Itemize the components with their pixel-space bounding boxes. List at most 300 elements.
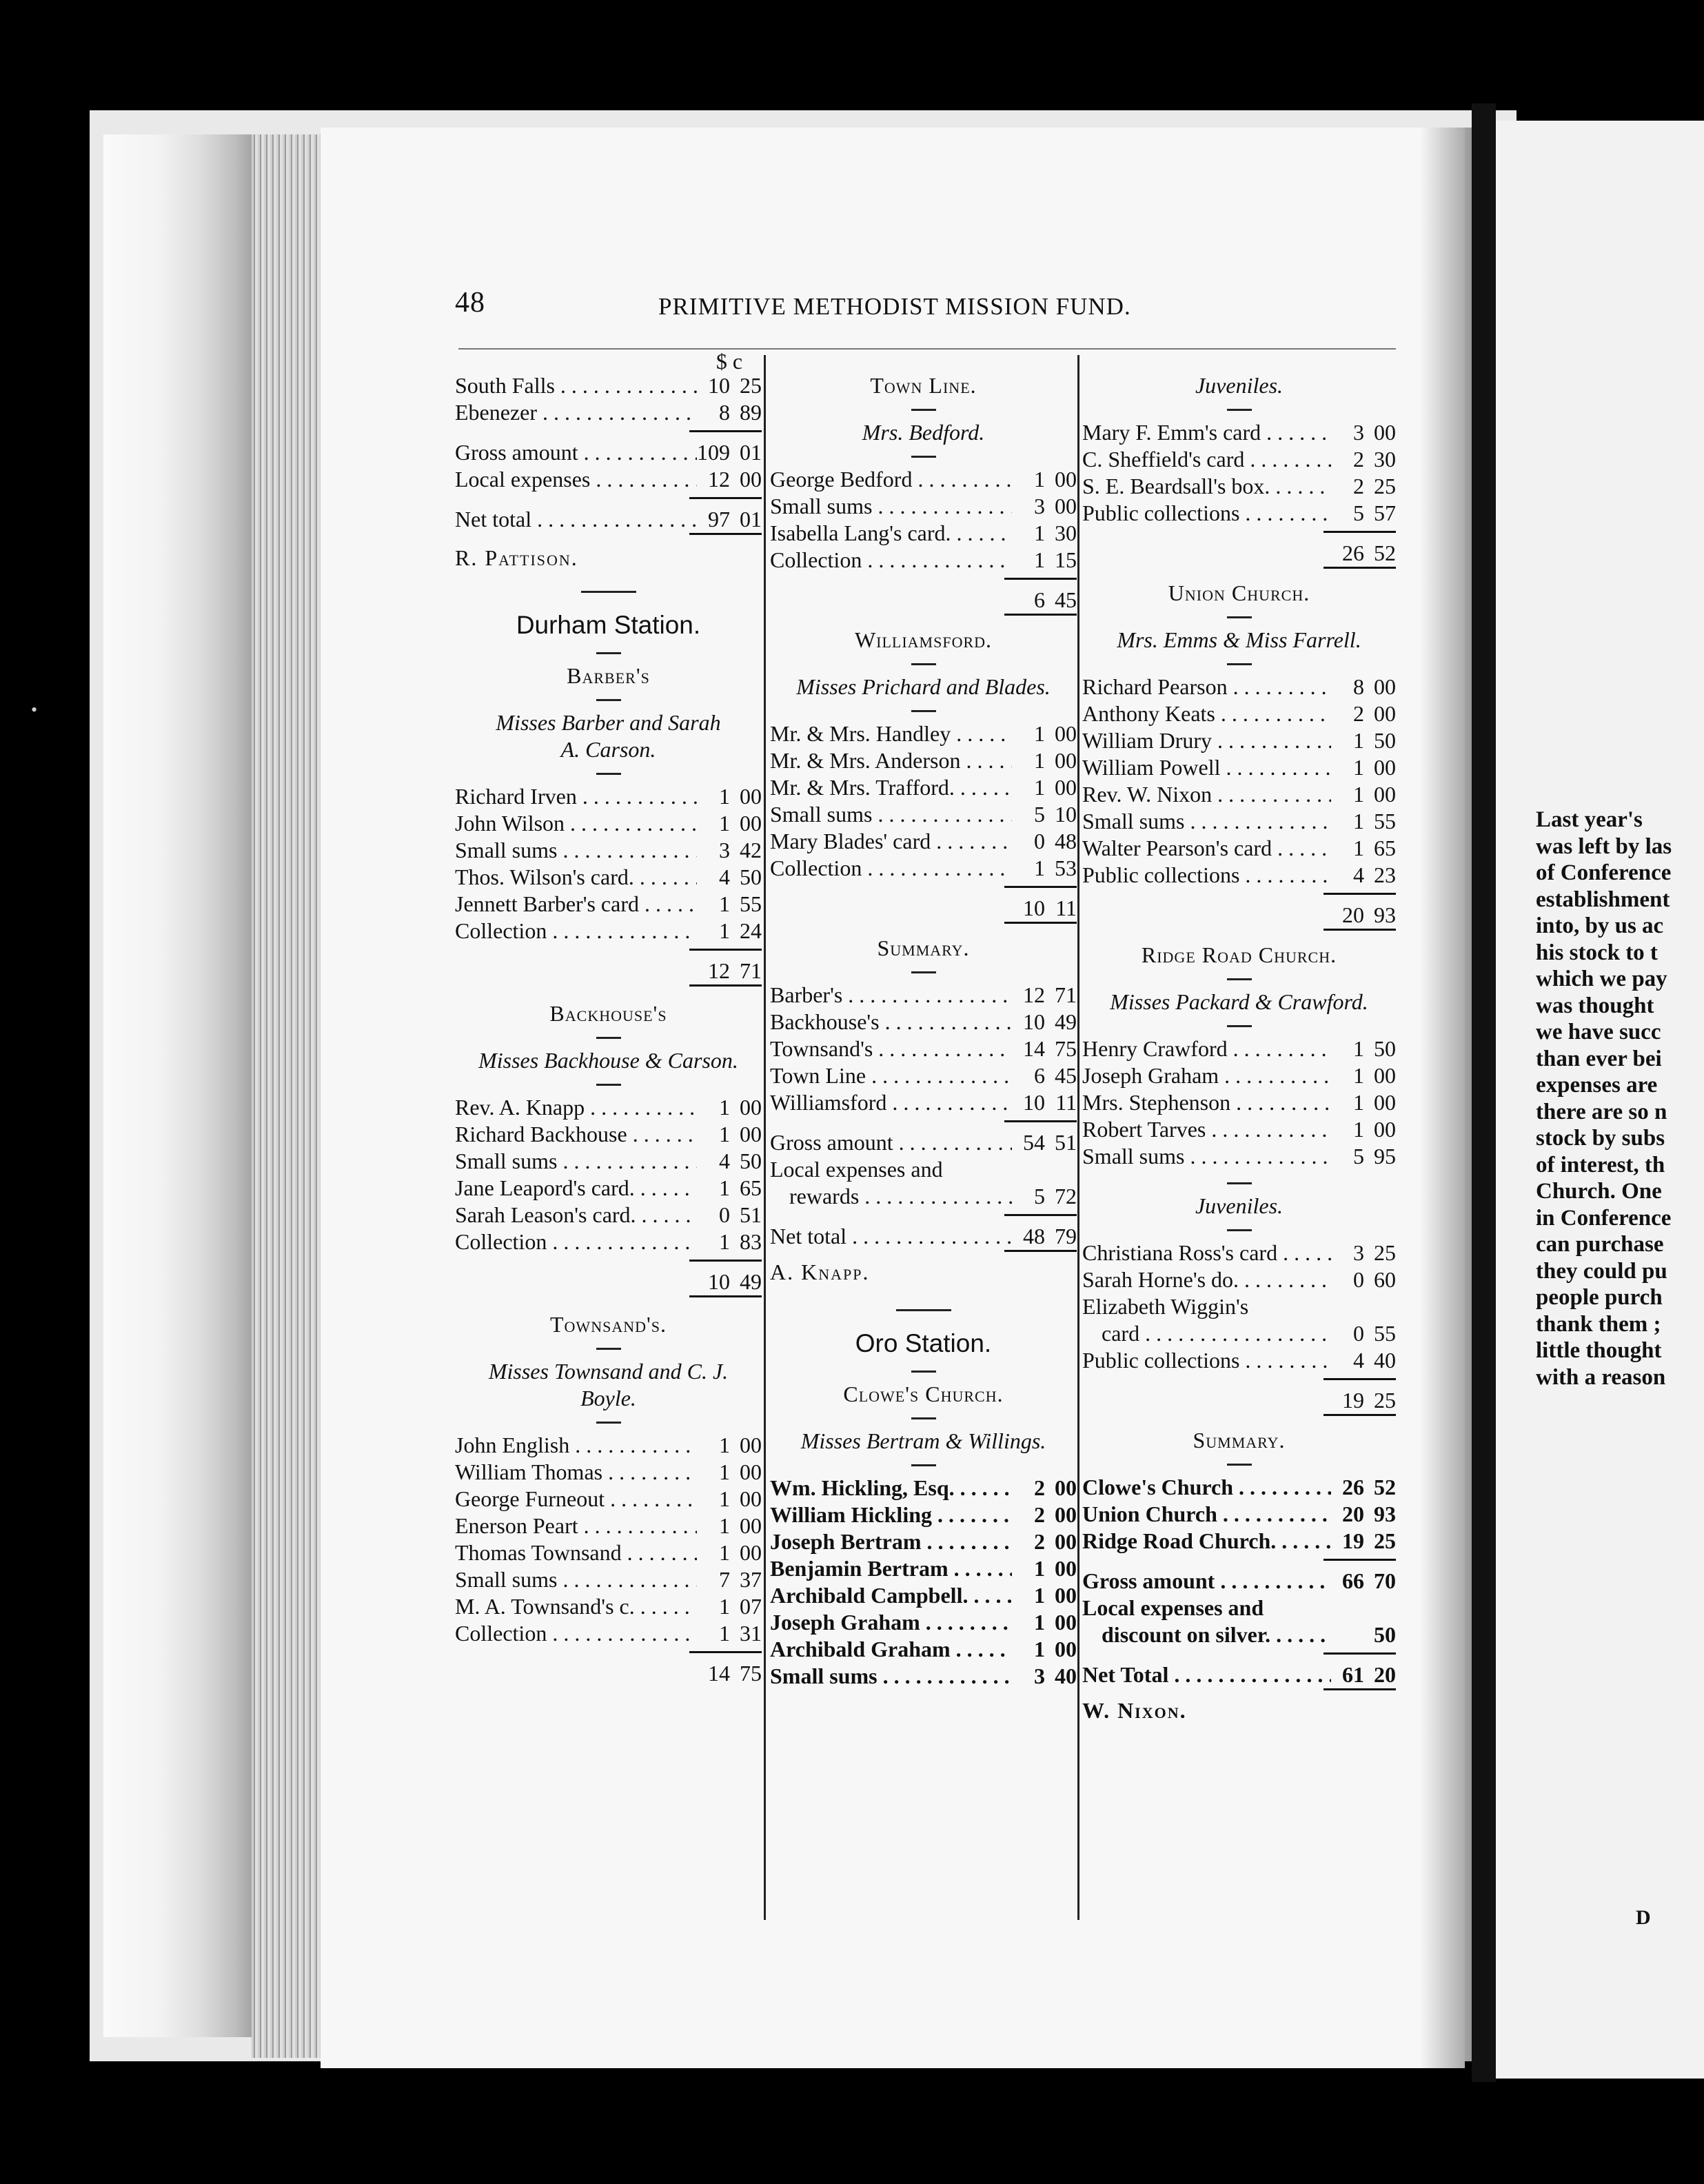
collectors-line: Misses Townsand and C. J. [488, 1359, 729, 1384]
cents-value: 00 [1374, 701, 1396, 726]
dash-divider [911, 409, 936, 411]
entry-label: Collection . . . [455, 918, 697, 944]
ledger-row [770, 982, 1077, 1009]
page-leaves [252, 134, 321, 2058]
dollars-value: 1 [1034, 1583, 1045, 1608]
dollars-value: 61 [1342, 1662, 1364, 1687]
entry-label: Mr. & Mrs. Anderson . . . [770, 747, 1012, 774]
dollars-value: 1 [719, 1229, 730, 1254]
ledger-row [1082, 1266, 1396, 1293]
dollars-value: 2 [1034, 1475, 1045, 1500]
dollars-value: 8 [1353, 674, 1364, 699]
cents-value: 75 [1055, 1036, 1077, 1061]
dash-divider [1227, 1182, 1252, 1184]
ledger-row [770, 493, 1077, 520]
ledger-row [455, 1228, 762, 1255]
ledger-group [455, 1432, 762, 1647]
cents-value: 00 [1055, 1637, 1077, 1661]
entry-label: Public collections . . . [1082, 862, 1331, 889]
ledger-group [770, 466, 1077, 574]
header-rule [458, 348, 1396, 350]
dollars-value: 1 [1353, 1036, 1364, 1061]
entry-label: Local expenses . . . [455, 466, 697, 493]
entry-label: Rev. A. Knapp . . . [455, 1094, 697, 1121]
ledger-row [1082, 727, 1396, 754]
ledger-row [770, 774, 1077, 801]
dollars-value: 1 [719, 1122, 730, 1146]
running-head: PRIMITIVE METHODIST MISSION FUND. [658, 293, 1131, 320]
dash-divider [911, 456, 936, 458]
scan-speck: • [31, 700, 38, 720]
dollars-value: 20 [1342, 1502, 1364, 1526]
ledger-row [1082, 1143, 1396, 1170]
ledger-row [770, 1636, 1077, 1663]
entry-label: William Powell . . . [1082, 754, 1331, 781]
sum-rule [1323, 1559, 1396, 1568]
ledger-row [1082, 1528, 1396, 1555]
ledger-row [455, 783, 762, 810]
cents-value: 51 [740, 1202, 762, 1227]
entry-label: Enerson Peart . . . [455, 1513, 697, 1539]
entry-label: Mary Blades' card . . . [770, 828, 1012, 855]
entry-label: Henry Crawford . . . [1082, 1035, 1331, 1062]
dash-divider [911, 710, 936, 712]
ledger-row [770, 1183, 1077, 1210]
sum-rule [1323, 1414, 1396, 1423]
ledger-row [1082, 419, 1396, 446]
ledger-group [1082, 1568, 1396, 1595]
ledger-row [455, 1566, 762, 1593]
facing-page-line: they could pu [1536, 1258, 1667, 1284]
sum-rule [1004, 1250, 1077, 1259]
dollars-value: 1 [1353, 1117, 1364, 1142]
dollars-value: 7 [719, 1567, 730, 1592]
cents-value: 57 [1374, 501, 1396, 525]
entry-label: Thomas Townsand . . . [455, 1539, 697, 1566]
ledger-row [1082, 862, 1396, 889]
entry-label: Collection . . . [455, 1228, 697, 1255]
facing-page-line: people purch [1536, 1285, 1663, 1310]
ledger-row [770, 1475, 1077, 1502]
ledger-row [1082, 1116, 1396, 1143]
section-heading: Juveniles. [1195, 373, 1284, 398]
collectors-line: Misses Prichard and Blades. [796, 674, 1051, 699]
column-left [455, 372, 762, 1687]
ledger-row [770, 1528, 1077, 1555]
cents-value: 50 [1374, 1622, 1396, 1647]
sum-rule [1323, 929, 1396, 938]
ledger-total [770, 895, 1077, 922]
entry-label: Archibald Graham . . . [770, 1636, 1012, 1663]
facing-page-line: little thought [1536, 1338, 1662, 1363]
ledger-row [455, 1459, 762, 1486]
ledger-row [1082, 674, 1396, 700]
entry-label: Joseph Graham . . . [1082, 1062, 1331, 1089]
ledger-row [455, 891, 762, 918]
entry-label: Mr. & Mrs. Handley . . . [770, 720, 1012, 747]
entry-label: Small sums . . . [770, 1663, 1012, 1690]
cents-value: 10 [1055, 802, 1077, 827]
ledger-total [455, 1660, 762, 1687]
ledger-row [770, 1009, 1077, 1035]
entry-label: Net total . . . [770, 1223, 1012, 1250]
dollars-value: 5 [1034, 1184, 1045, 1209]
entry-label: Net total . . . [455, 506, 697, 533]
entry-label: Sarah Leason's card. . . . [455, 1202, 697, 1228]
ledger-total [1082, 902, 1396, 929]
entry-label: S. E. Beardsall's box. . . . [1082, 473, 1331, 500]
dollars-value: 20 [1342, 902, 1364, 927]
sum-rule [1004, 1120, 1077, 1129]
ledger-row [1082, 808, 1396, 835]
ledger-row [455, 1593, 762, 1620]
facing-page-line: than ever bei [1536, 1046, 1662, 1071]
section-divider [581, 591, 636, 593]
ledger-group [1082, 1320, 1396, 1347]
ledger-row [1082, 1035, 1396, 1062]
ledger-row [455, 810, 762, 837]
entry-label: Gross amount . . . [455, 439, 697, 466]
signature-mark: D [1636, 1906, 1651, 1929]
sum-rule [1323, 1652, 1396, 1661]
ledger-row [770, 720, 1077, 747]
dollars-value: 1 [719, 1095, 730, 1120]
dollars-value: 1 [1353, 728, 1364, 753]
ledger-row [455, 1513, 762, 1539]
ledger-row [770, 520, 1077, 547]
cents-value: 00 [1055, 1556, 1077, 1581]
ledger-group [1082, 419, 1396, 527]
dollars-value: 1 [719, 1594, 730, 1619]
dollars-value: 1 [1353, 782, 1364, 807]
cents-value: 71 [740, 958, 762, 983]
dollars-value: 1 [719, 1540, 730, 1565]
ledger-row: Elizabeth Wiggin's [1082, 1294, 1249, 1319]
entry-label: Jane Leapord's card. . . . [455, 1175, 697, 1202]
ledger-row [770, 466, 1077, 493]
ledger-group [770, 982, 1077, 1116]
cents-value: 00 [1055, 1529, 1077, 1554]
station-heading: Durham Station. [516, 611, 701, 639]
dollars-value: 1 [719, 1513, 730, 1538]
section-heading: Williamsford. [854, 627, 993, 652]
entry-label: Mrs. Stephenson . . . [1082, 1089, 1331, 1116]
cents-value: 25 [1374, 1528, 1396, 1553]
ledger-row [770, 1609, 1077, 1636]
dollars-value: 8 [719, 400, 730, 425]
dollars-value: 1 [1353, 836, 1364, 860]
dollars-value: 0 [719, 1202, 730, 1227]
sum-rule [689, 1295, 762, 1304]
ledger-row [1082, 1501, 1396, 1528]
dollars-value: 26 [1342, 1475, 1364, 1499]
dollars-value: 3 [719, 838, 730, 862]
dollars-value: 1 [719, 918, 730, 943]
ledger-group [455, 1094, 762, 1255]
book-gutter [1472, 103, 1496, 2082]
ledger-group [455, 783, 762, 944]
cents-value: 95 [1374, 1144, 1396, 1169]
entry-label: Jennett Barber's card . . . [455, 891, 697, 918]
dash-divider [911, 663, 936, 665]
cents-value: 50 [740, 1149, 762, 1173]
cents-value: 89 [740, 400, 762, 425]
cents-value: 00 [1374, 755, 1396, 780]
ledger-row [455, 1539, 762, 1566]
entry-label: Anthony Keats . . . [1082, 700, 1331, 727]
cents-value: 55 [1374, 809, 1396, 833]
ledger-row [455, 918, 762, 944]
dollars-value: 2 [1034, 1502, 1045, 1527]
cents-value: 00 [740, 1540, 762, 1565]
ledger-row [1082, 1240, 1396, 1266]
section-heading: Townsand's. [550, 1312, 667, 1337]
cents-value: 11 [1055, 1090, 1077, 1115]
cents-value: 00 [740, 1459, 762, 1484]
entry-label: rewards . . . [789, 1183, 1012, 1210]
dollars-value: 1 [719, 1433, 730, 1457]
cents-value: 00 [1374, 1063, 1396, 1088]
dollars-value: 1 [1353, 1063, 1364, 1088]
entry-label: Richard Irven . . . [455, 783, 697, 810]
entry-label: Small sums . . . [1082, 808, 1331, 835]
dollars-value: 26 [1342, 540, 1364, 565]
sum-rule [689, 430, 762, 439]
dollars-value: 2 [1353, 701, 1364, 726]
ledger-row [455, 1121, 762, 1148]
dollars-value: 2 [1034, 1529, 1045, 1554]
entry-label: Robert Tarves . . . [1082, 1116, 1331, 1143]
facing-page-line: Church. One [1536, 1179, 1662, 1204]
dollars-value: 1 [1034, 775, 1045, 800]
collectors-line: Mrs. Bedford. [862, 420, 985, 445]
entry-label: Ridge Road Church. . . . [1082, 1528, 1331, 1555]
cents-value: 25 [1374, 1240, 1396, 1265]
entry-label: Public collections . . . [1082, 1347, 1331, 1374]
dollars-value: 5 [1353, 1144, 1364, 1169]
cents-value: 00 [1055, 775, 1077, 800]
sum-rule [1323, 893, 1396, 902]
dash-divider [596, 773, 621, 775]
dollars-value: 109 [697, 440, 730, 465]
entry-label: Collection . . . [770, 547, 1012, 574]
dollars-value: 1 [719, 811, 730, 836]
entry-label: Townsand's . . . [770, 1035, 1012, 1062]
facing-page-line: of Conference [1536, 860, 1672, 885]
station-heading: Oro Station. [855, 1329, 992, 1357]
dollars-value: 4 [719, 865, 730, 889]
dollars-value: 1 [1034, 1610, 1045, 1635]
entry-label: Walter Pearson's card . . . [1082, 835, 1331, 862]
facing-page-line: Last year's [1536, 807, 1643, 832]
dollars-value: 1 [1353, 1090, 1364, 1115]
dollars-value: 4 [1353, 1348, 1364, 1373]
ledger-group [455, 439, 762, 466]
dash-divider [596, 1422, 621, 1424]
dash-divider [596, 699, 621, 701]
cents-value: 00 [1374, 1090, 1396, 1115]
dash-divider [596, 1084, 621, 1086]
ledger-row [770, 855, 1077, 882]
dollars-value: 12 [708, 467, 730, 492]
ledger-row [455, 439, 762, 466]
dollars-value: 10 [1023, 1009, 1045, 1034]
facing-page-line: expenses are [1536, 1073, 1658, 1098]
cents-value: 00 [740, 1513, 762, 1538]
ledger-row [770, 1089, 1077, 1116]
entry-label: William Thomas . . . [455, 1459, 697, 1486]
cents-value: 00 [740, 1095, 762, 1120]
entry-label: Benjamin Bertram . . . [770, 1555, 1012, 1582]
collectors-line: Mrs. Emms & Miss Farrell. [1117, 627, 1361, 652]
dollars-value: 48 [1023, 1224, 1045, 1248]
dollars-value: 10 [1023, 1090, 1045, 1115]
facing-page-line: establishment [1536, 887, 1670, 912]
entry-label: Small sums . . . [770, 493, 1012, 520]
section-heading: Juveniles. [1195, 1193, 1284, 1218]
dollars-value: 1 [719, 891, 730, 916]
ledger-row: Local expenses and [1082, 1595, 1264, 1620]
cents-value: 24 [740, 918, 762, 943]
dollars-value: 10 [1023, 896, 1045, 920]
ledger-row [1082, 446, 1396, 473]
ledger-row [770, 547, 1077, 574]
dollars-value: 10 [708, 1269, 730, 1294]
sum-rule [1004, 578, 1077, 587]
cents-value: 20 [1374, 1662, 1396, 1687]
entry-label: Backhouse's . . . [770, 1009, 1012, 1035]
column-rule [764, 355, 766, 1920]
page-number: 48 [455, 287, 485, 318]
dollars-value: 1 [719, 1486, 730, 1511]
entry-label: Mary F. Emm's card . . . [1082, 419, 1331, 446]
entry-label: Archibald Campbell. . . . [770, 1582, 1012, 1609]
dollars-value: 1 [1034, 1556, 1045, 1581]
ledger-row [455, 372, 762, 399]
ledger-row [1082, 1320, 1396, 1347]
facing-page-line: into, by us ac [1536, 913, 1664, 938]
entry-label: Isabella Lang's card. . . . [770, 520, 1012, 547]
cents-value: 00 [1055, 748, 1077, 773]
ledger-row [1082, 781, 1396, 808]
entry-label: Small sums . . . [455, 1566, 697, 1593]
entry-label: Joseph Graham . . . [770, 1609, 1012, 1636]
cents-value: 50 [1374, 728, 1396, 753]
cents-value: 31 [740, 1621, 762, 1646]
cents-value: 00 [740, 1122, 762, 1146]
cents-value: 75 [740, 1661, 762, 1686]
cents-value: 00 [1055, 1475, 1077, 1500]
ledger-row [770, 1062, 1077, 1089]
ledger-row [770, 1223, 1077, 1250]
cents-value: 00 [740, 1433, 762, 1457]
entry-label: Barber's . . . [770, 982, 1012, 1009]
ledger-group [1082, 1347, 1396, 1374]
dash-divider [911, 971, 936, 973]
ledger-group [1082, 1035, 1396, 1170]
cents-value: 00 [1055, 1610, 1077, 1635]
entry-label: Small sums . . . [770, 801, 1012, 828]
cents-value: 15 [1055, 547, 1077, 572]
ledger-group [1082, 1240, 1396, 1293]
ledger-row [770, 747, 1077, 774]
entry-label: William Hickling . . . [770, 1502, 1012, 1528]
cents-value: 00 [1055, 1502, 1077, 1527]
ledger-row [455, 466, 762, 493]
dash-divider [596, 1037, 621, 1039]
cents-value: 50 [1374, 1036, 1396, 1061]
ledger-row [455, 1202, 762, 1228]
cents-value: 00 [740, 467, 762, 492]
dollars-value [1331, 1621, 1364, 1648]
dollars-value: 2 [1353, 474, 1364, 498]
facing-page-line: stock by subs [1536, 1126, 1665, 1151]
cents-value: 49 [1055, 1009, 1077, 1034]
dollars-value: 3 [1353, 1240, 1364, 1265]
collectors-line: Misses Packard & Crawford. [1110, 989, 1368, 1014]
dollars-value: 6 [1034, 587, 1045, 612]
section-heading: Barber's [567, 663, 650, 688]
entry-label: South Falls . . . [455, 372, 697, 399]
dollars-value: 1 [1034, 467, 1045, 492]
ledger-row [1082, 1568, 1396, 1595]
dollars-value: 3 [1034, 1664, 1045, 1688]
ledger-group [770, 1475, 1077, 1690]
section-heading: Summary. [1193, 1428, 1286, 1453]
ledger-group [770, 1183, 1077, 1210]
ledger-row [1082, 835, 1396, 862]
ledger-row [455, 1620, 762, 1647]
collectors-line: A. Carson. [560, 737, 656, 762]
dollars-value: 1 [1034, 1637, 1045, 1661]
cents-value: 40 [1374, 1348, 1396, 1373]
entry-label: William Drury . . . [1082, 727, 1331, 754]
entry-label: Sarah Horne's do. . . . [1082, 1266, 1331, 1293]
dash-divider [596, 1348, 621, 1350]
entry-label: discount on silver. . . . [1102, 1621, 1331, 1648]
cents-value: 25 [1374, 1388, 1396, 1413]
ledger-row [455, 1486, 762, 1513]
cents-value: 52 [1374, 540, 1396, 565]
facing-page-line: there are so n [1536, 1099, 1667, 1124]
cents-value: 71 [1055, 982, 1077, 1007]
sum-rule [1323, 531, 1396, 540]
cents-value: 65 [740, 1175, 762, 1200]
ledger-group [770, 1129, 1077, 1156]
entry-label: Small sums . . . [455, 837, 697, 864]
cents-value: 07 [740, 1594, 762, 1619]
section-heading: Summary. [877, 936, 970, 960]
dollars-value: 5 [1034, 802, 1045, 827]
dash-divider [1227, 409, 1252, 411]
cents-value: 83 [740, 1229, 762, 1254]
ledger-group [455, 372, 762, 426]
dollars-value: 6 [1034, 1063, 1045, 1088]
ledger-group [1082, 1661, 1396, 1688]
cents-value: 79 [1055, 1224, 1077, 1248]
dollars-value: 5 [1353, 501, 1364, 525]
ledger-row [1082, 473, 1396, 500]
entry-label: Town Line . . . [770, 1062, 1012, 1089]
dash-divider [596, 652, 621, 654]
cents-value: 40 [1055, 1664, 1077, 1688]
dollars-value: 3 [1034, 494, 1045, 518]
dollars-value: 12 [1023, 982, 1045, 1007]
sum-rule [1004, 922, 1077, 931]
entry-label: Christiana Ross's card . . . [1082, 1240, 1331, 1266]
signature: A. Knapp. [770, 1260, 870, 1284]
entry-label: Clowe's Church . . . [1082, 1474, 1331, 1501]
